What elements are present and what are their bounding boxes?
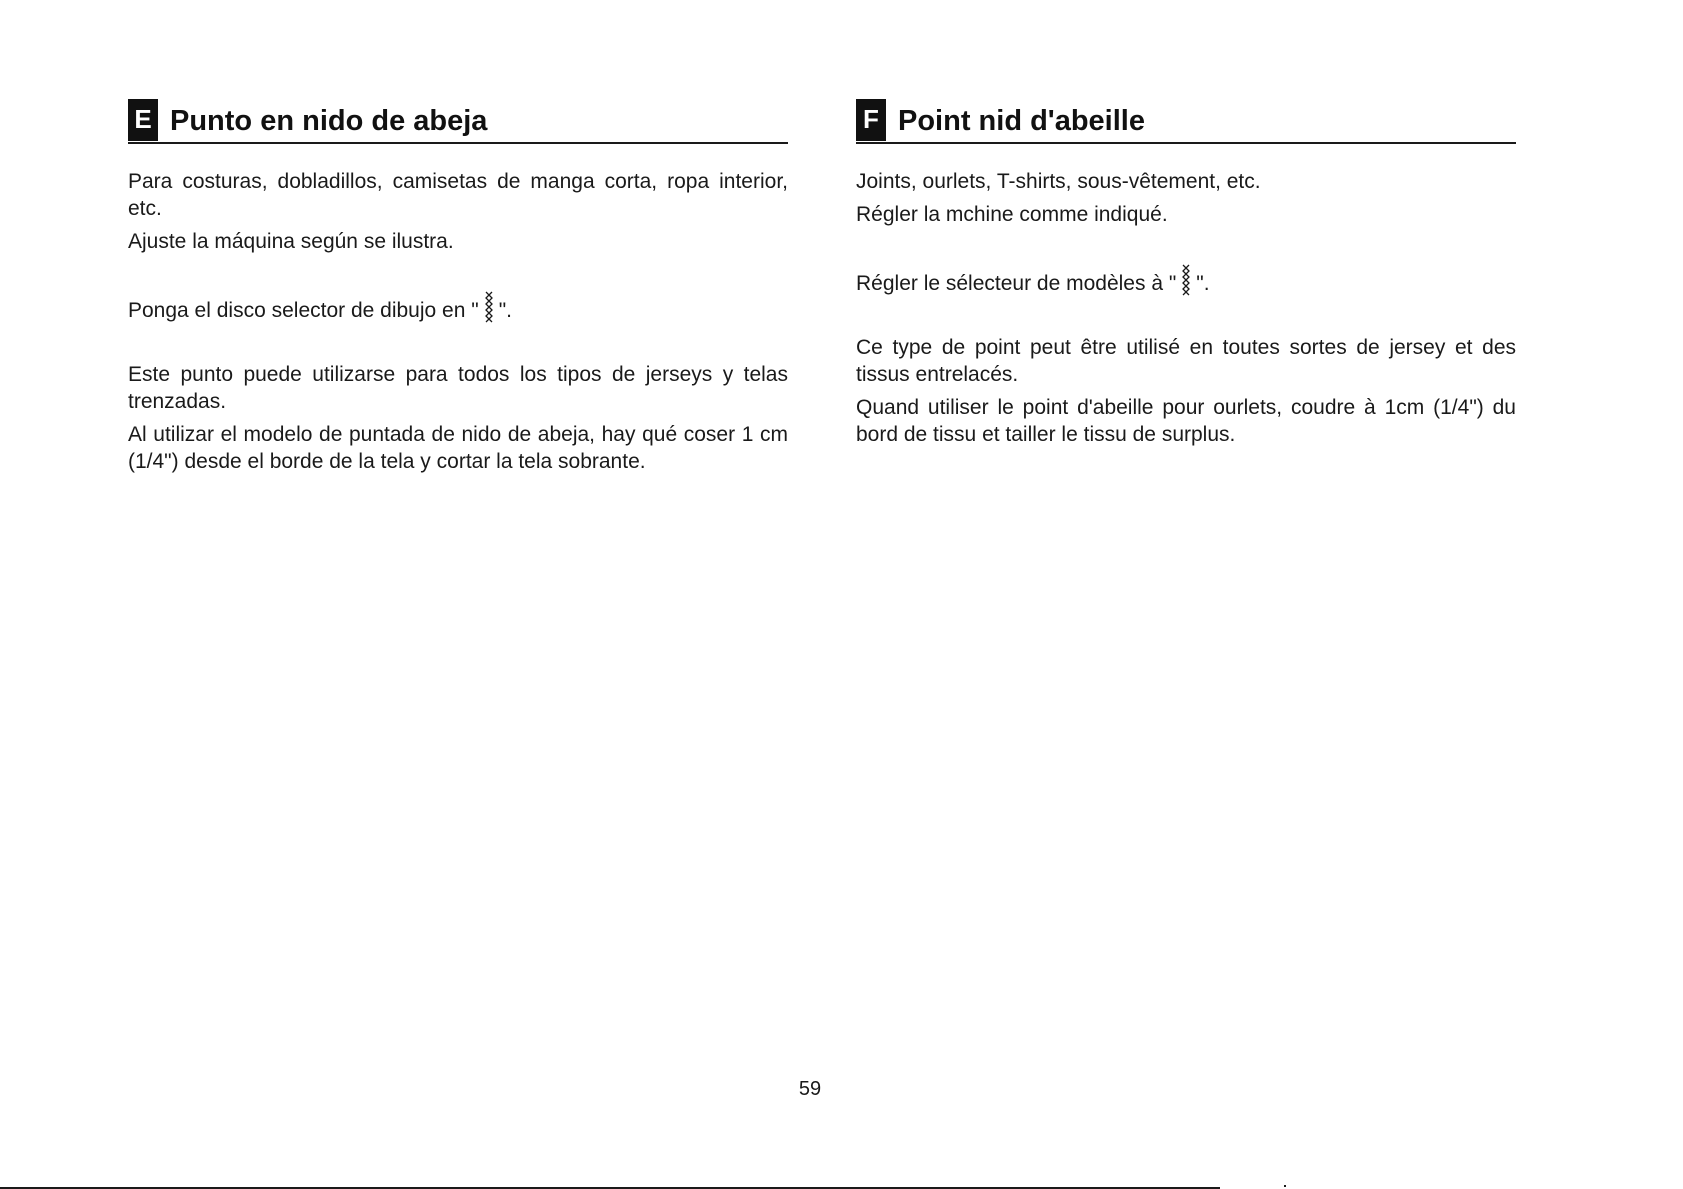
section-title: Punto en nido de abeja [170, 104, 488, 137]
selector-text-after: ". [498, 299, 512, 322]
section-heading [856, 100, 1516, 144]
paragraph-selector [856, 264, 1516, 298]
paragraph-adjust: Régler la mchine comme indiqué. [856, 203, 1168, 226]
paragraph-hem-instructions: Al utilizar el modelo de puntada de nido de abeja, hay qué coser 1 cm (1/4") desde el borde de la tela y cortar la tela sobrante. [128, 423, 788, 473]
section-spanish [128, 100, 788, 475]
bottom-mark [1284, 1185, 1286, 1187]
paragraph-uses: Para costuras, dobladillos, camisetas de manga corta, ropa interior, etc. [128, 170, 788, 220]
paragraph-fabrics: Este punto puede utilizarse para todos los tipos de jerseys y telas trenzadas. [128, 363, 788, 413]
honeycomb-stitch-icon [1180, 264, 1192, 298]
selector-text-after: ". [1196, 272, 1210, 295]
paragraph-adjust: Ajuste la máquina según se ilustra. [128, 230, 454, 253]
section-badge: F [856, 99, 886, 141]
section-french [856, 100, 1516, 448]
paragraph-hem-instructions: Quand utiliser le point d'abeille pour ourlets, coudre à 1cm (1/4") du bord de tissu et tailler le tissu de surplus. [856, 396, 1516, 446]
section-badge: E [128, 99, 158, 141]
paragraph-uses: Joints, ourlets, T-shirts, sous-vêtement, etc. [856, 170, 1261, 193]
page-number: 59 [798, 1078, 822, 1100]
paragraph-fabrics: Ce type de point peut être utilisé en toutes sortes de jersey et des tissus entrelacés. [856, 336, 1516, 386]
selector-text-before: Régler le sélecteur de modèles à " [856, 272, 1177, 295]
paragraph-selector [128, 291, 788, 325]
section-title: Point nid d'abeille [898, 104, 1145, 137]
section-heading [128, 100, 788, 144]
selector-text-before: Ponga el disco selector de dibujo en " [128, 299, 479, 322]
honeycomb-stitch-icon [483, 291, 495, 325]
